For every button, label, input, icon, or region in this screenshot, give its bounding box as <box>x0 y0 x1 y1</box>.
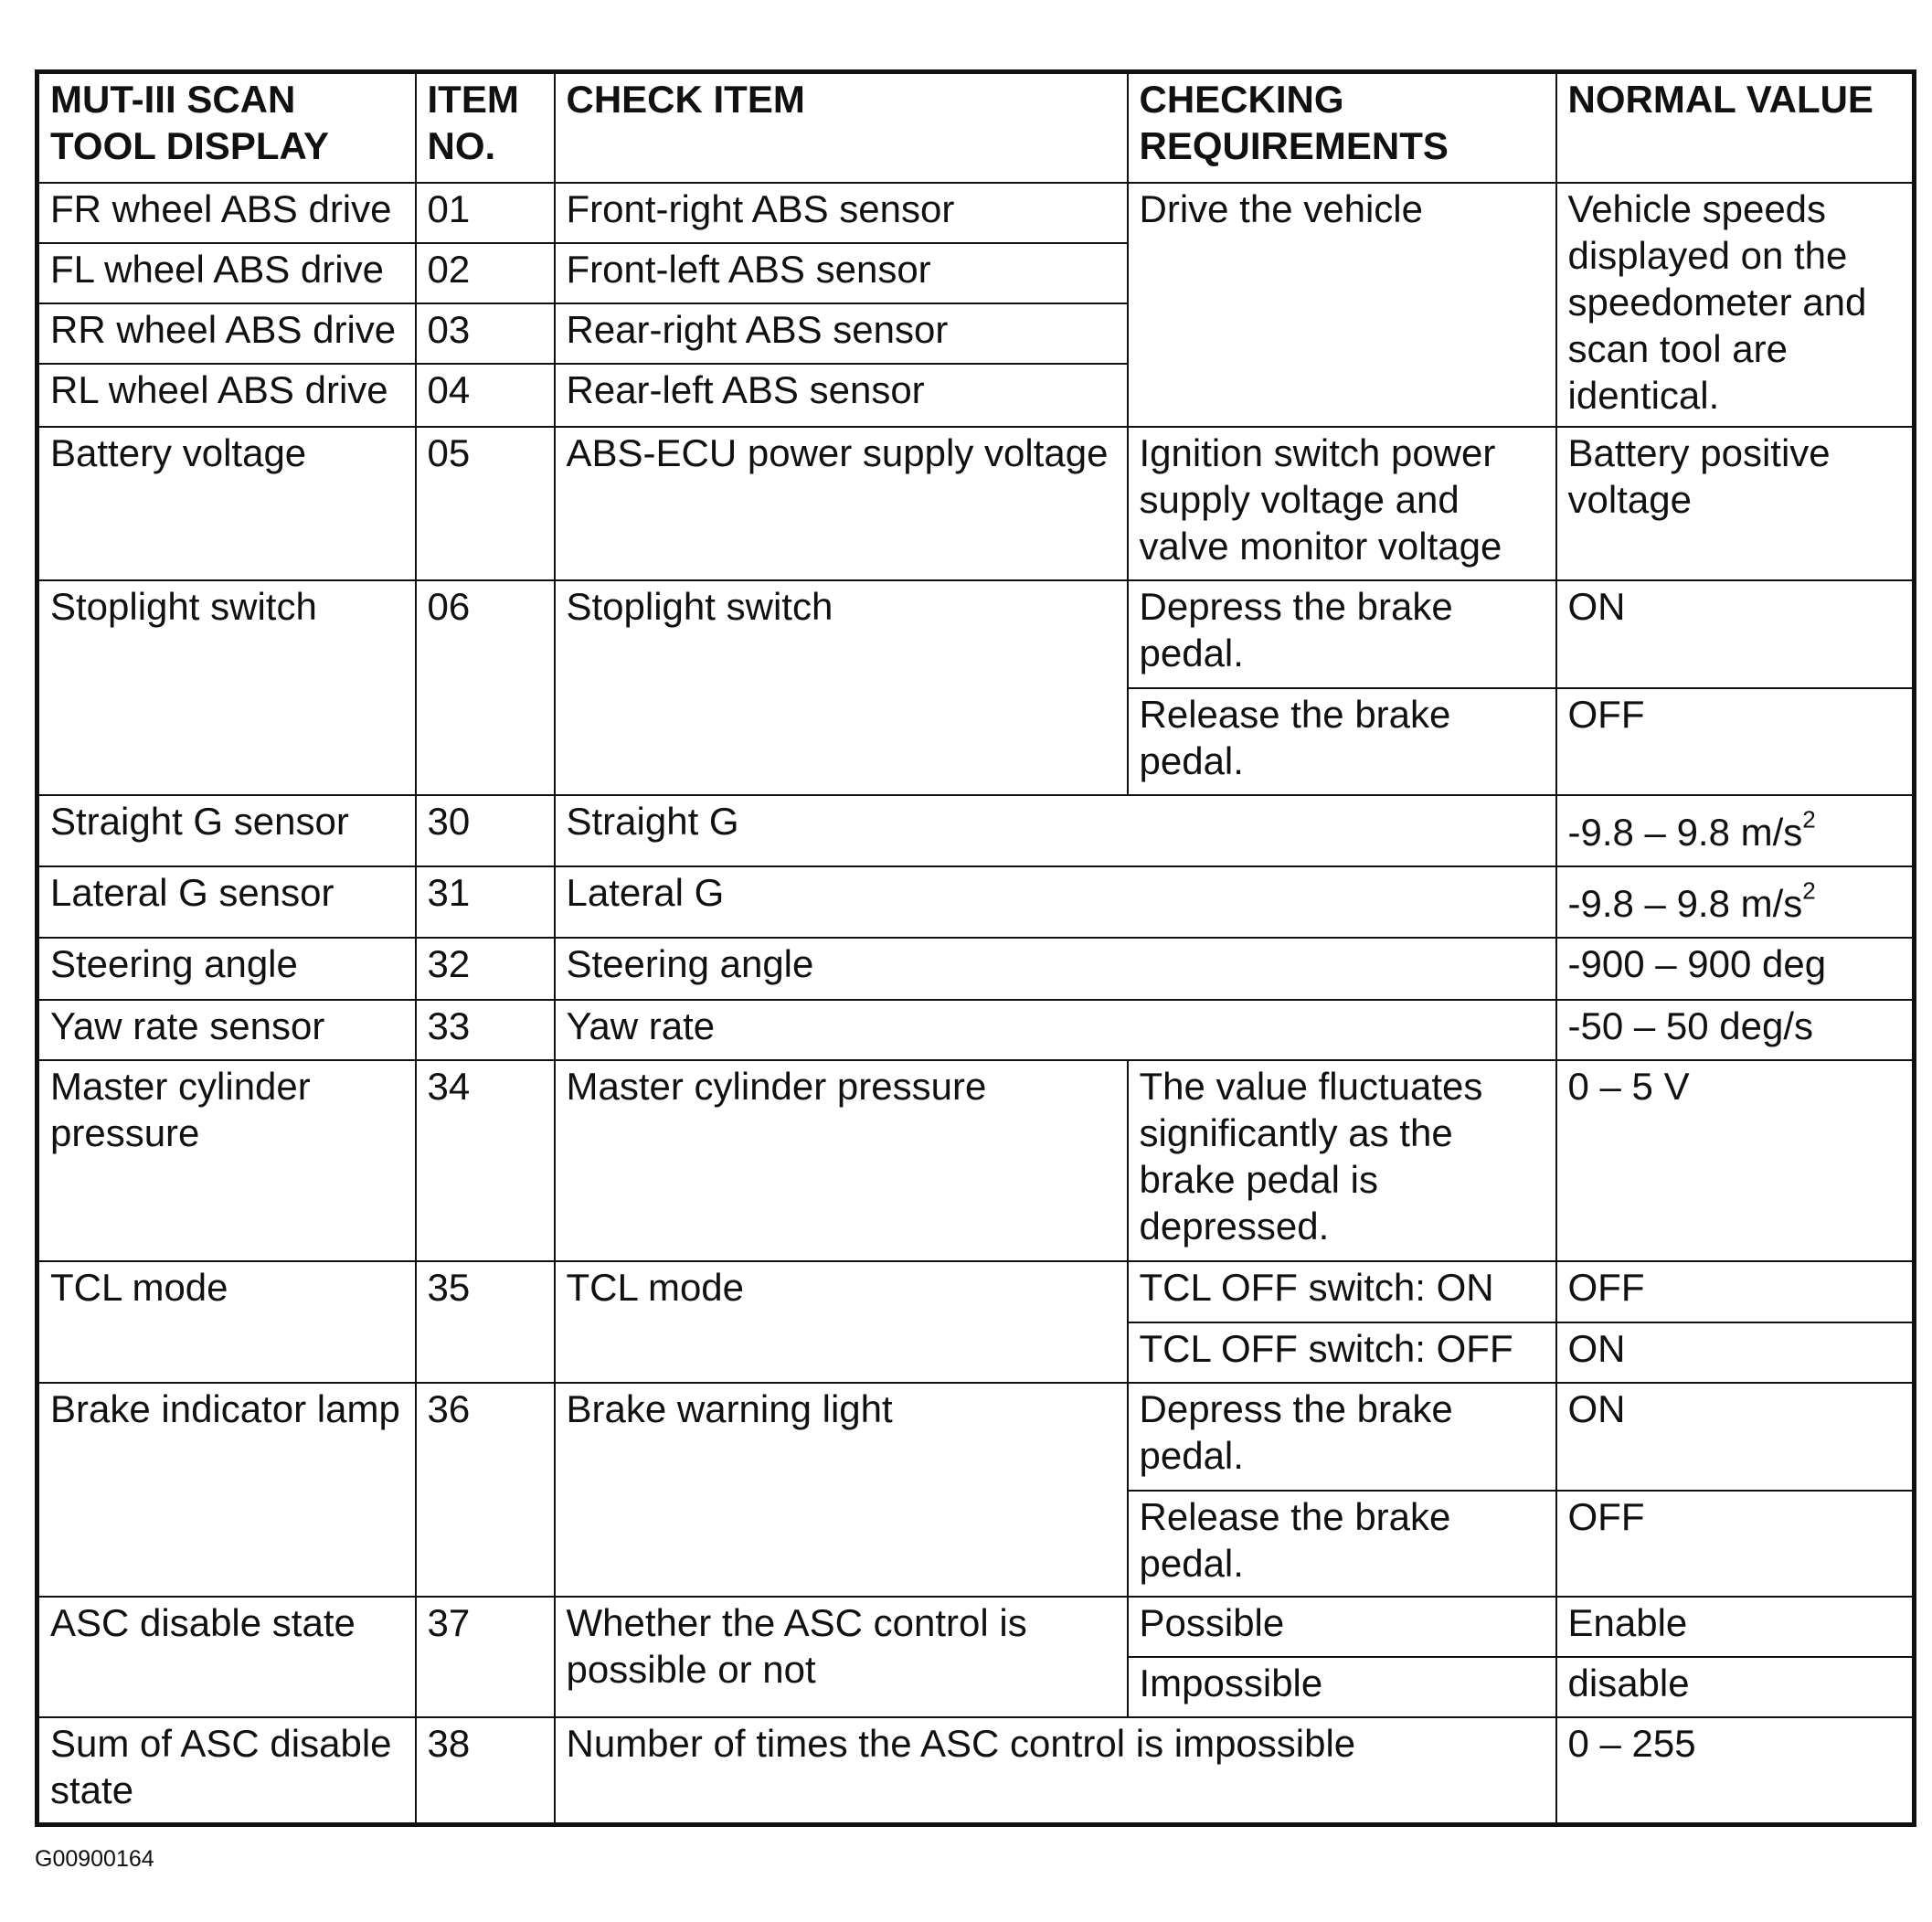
table-row <box>37 1261 1915 1322</box>
header-row <box>37 72 1915 183</box>
requirement-cell: Impossible <box>1128 1657 1556 1717</box>
display-cell: Straight G sensor <box>37 795 416 866</box>
check-item-cell: Master cylinder pressure <box>555 1060 1128 1261</box>
display-cell: RR wheel ABS drive <box>37 303 416 364</box>
table-row <box>37 1060 1915 1261</box>
requirement-cell: Release the brake pedal. <box>1128 1491 1556 1597</box>
scan-tool-data-table <box>35 69 1916 1827</box>
requirement-cell: Release the brake pedal. <box>1128 688 1556 794</box>
check-item-cell: Rear-right ABS sensor <box>555 303 1128 364</box>
display-cell: Master cylinder pressure <box>37 1060 416 1261</box>
table-row <box>37 183 1915 243</box>
check-item-cell: Rear-left ABS sensor <box>555 364 1128 427</box>
normal-value-cell: ON <box>1556 580 1915 688</box>
requirement-cell: Ignition switch power supply voltage and valve monitor voltage <box>1128 427 1556 580</box>
header-item-no: ITEM NO. <box>416 72 555 183</box>
requirement-cell: The value fluctuates significantly as the brake pedal is depressed. <box>1128 1060 1556 1261</box>
requirement-cell: Drive the vehicle <box>1128 183 1556 427</box>
normal-value-cell: -900 – 900 deg <box>1556 938 1915 1000</box>
normal-value-cell: OFF <box>1556 688 1915 794</box>
normal-value-cell: Battery positive voltage <box>1556 427 1915 580</box>
normal-value-cell: Enable <box>1556 1597 1915 1657</box>
normal-value-cell: ON <box>1556 1322 1915 1383</box>
display-cell: ASC disable state <box>37 1597 416 1717</box>
item-no-cell: 34 <box>416 1060 555 1261</box>
table-row <box>37 938 1915 1000</box>
check-item-cell: Front-right ABS sensor <box>555 183 1128 243</box>
header-normal-value: NORMAL VALUE <box>1556 72 1915 183</box>
display-cell: Lateral G sensor <box>37 866 416 938</box>
check-item-cell: Stoplight switch <box>555 580 1128 794</box>
normal-value-cell: ON <box>1556 1383 1915 1491</box>
requirement-cell: Depress the brake pedal. <box>1128 580 1556 688</box>
display-cell: FR wheel ABS drive <box>37 183 416 243</box>
check-item-cell: Number of times the ASC control is impossible <box>555 1717 1556 1824</box>
table-row <box>37 795 1915 866</box>
display-cell: RL wheel ABS drive <box>37 364 416 427</box>
table-row <box>37 1597 1915 1657</box>
requirement-cell: Depress the brake pedal. <box>1128 1383 1556 1491</box>
table-row <box>37 1383 1915 1491</box>
normal-value-cell <box>1556 866 1915 938</box>
item-no-cell: 06 <box>416 580 555 794</box>
item-no-cell: 02 <box>416 243 555 303</box>
item-no-cell: 35 <box>416 1261 555 1382</box>
header-checking-requirements: CHECKING REQUIREMENTS <box>1128 72 1556 183</box>
check-item-cell: Straight G <box>555 795 1556 866</box>
display-cell: Yaw rate sensor <box>37 1000 416 1060</box>
unit-exponent: 2 <box>1802 805 1816 834</box>
normal-value-cell: Vehicle speeds displayed on the speedometer and scan tool are identical. <box>1556 183 1915 427</box>
requirement-cell: TCL OFF switch: ON <box>1128 1261 1556 1322</box>
check-item-cell: Brake warning light <box>555 1383 1128 1597</box>
normal-value-cell: OFF <box>1556 1261 1915 1322</box>
item-no-cell: 31 <box>416 866 555 938</box>
display-cell: Battery voltage <box>37 427 416 580</box>
item-no-cell: 33 <box>416 1000 555 1060</box>
item-no-cell: 05 <box>416 427 555 580</box>
item-no-cell: 30 <box>416 795 555 866</box>
normal-value-cell: disable <box>1556 1657 1915 1717</box>
item-no-cell: 03 <box>416 303 555 364</box>
header-scan-tool-display: MUT-III SCAN TOOL DISPLAY <box>37 72 416 183</box>
requirement-cell: TCL OFF switch: OFF <box>1128 1322 1556 1383</box>
display-cell: Sum of ASC disable state <box>37 1717 416 1824</box>
normal-value-cell: OFF <box>1556 1491 1915 1597</box>
table-row <box>37 580 1915 688</box>
normal-value-cell: 0 – 5 V <box>1556 1060 1915 1261</box>
display-cell: Brake indicator lamp <box>37 1383 416 1597</box>
check-item-cell: Whether the ASC control is possible or not <box>555 1597 1128 1717</box>
item-no-cell: 32 <box>416 938 555 1000</box>
item-no-cell: 37 <box>416 1597 555 1717</box>
item-no-cell: 38 <box>416 1717 555 1824</box>
table-row <box>37 427 1915 580</box>
table-row <box>37 866 1915 938</box>
normal-value-text: -9.8 – 9.8 m/s <box>1567 881 1803 925</box>
normal-value-cell: 0 – 255 <box>1556 1717 1915 1824</box>
table-row <box>37 1717 1915 1824</box>
table-row <box>37 1000 1915 1060</box>
check-item-cell: ABS-ECU power supply voltage <box>555 427 1128 580</box>
check-item-cell: Yaw rate <box>555 1000 1556 1060</box>
normal-value-cell <box>1556 795 1915 866</box>
display-cell: FL wheel ABS drive <box>37 243 416 303</box>
display-cell: Steering angle <box>37 938 416 1000</box>
normal-value-text: -9.8 – 9.8 m/s <box>1567 810 1803 854</box>
requirement-cell: Possible <box>1128 1597 1556 1657</box>
header-check-item: CHECK ITEM <box>555 72 1128 183</box>
display-cell: TCL mode <box>37 1261 416 1382</box>
check-item-cell: Front-left ABS sensor <box>555 243 1128 303</box>
display-cell: Stoplight switch <box>37 580 416 794</box>
figure-id-label: G00900164 <box>35 1846 154 1872</box>
item-no-cell: 04 <box>416 364 555 427</box>
normal-value-cell: -50 – 50 deg/s <box>1556 1000 1915 1060</box>
check-item-cell: Steering angle <box>555 938 1556 1000</box>
item-no-cell: 36 <box>416 1383 555 1597</box>
check-item-cell: Lateral G <box>555 866 1556 938</box>
item-no-cell: 01 <box>416 183 555 243</box>
check-item-cell: TCL mode <box>555 1261 1128 1382</box>
unit-exponent: 2 <box>1802 876 1816 905</box>
